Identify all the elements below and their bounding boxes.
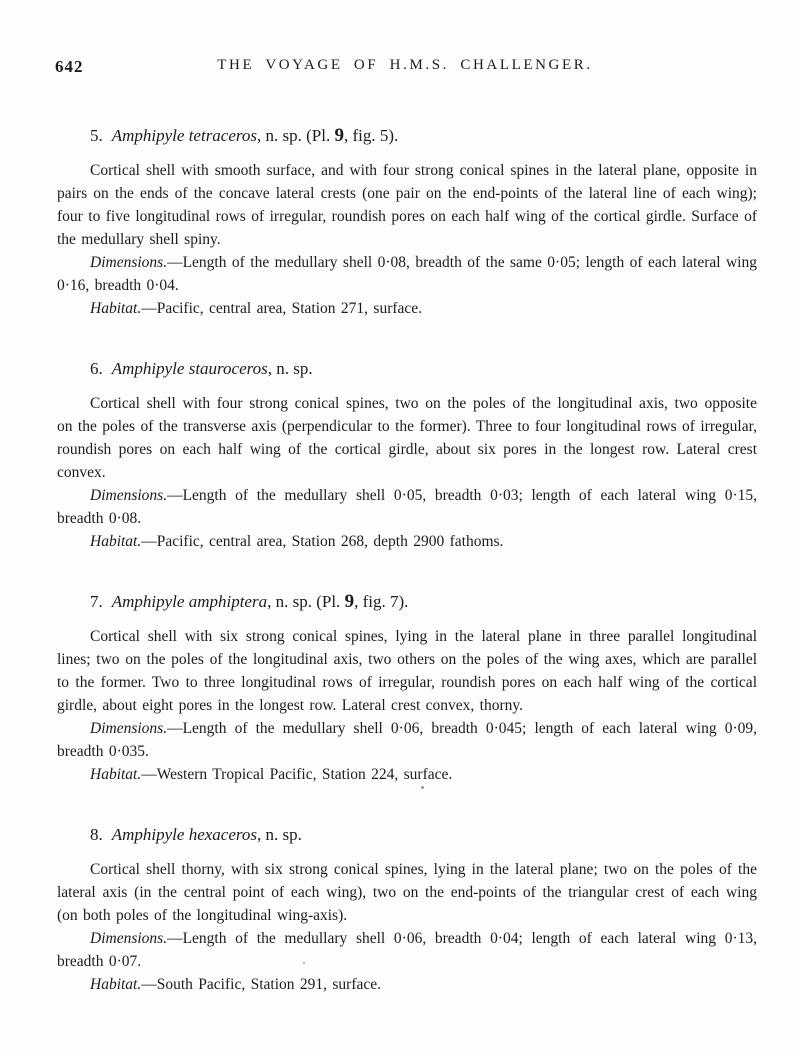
section-amphipyle-stauroceros	[57, 358, 757, 553]
scan-speck	[421, 786, 424, 789]
species-heading	[57, 358, 757, 380]
habitat-label: Habitat.	[90, 766, 142, 783]
dimensions-paragraph	[57, 717, 757, 763]
plate-number: 9	[334, 125, 344, 146]
species-number: 6.	[90, 359, 103, 378]
habitat-label: Habitat.	[90, 300, 142, 317]
species-name: Amphipyle hexaceros	[111, 825, 257, 844]
species-number: 8.	[90, 825, 103, 844]
habitat-label: Habitat.	[90, 976, 142, 993]
description-paragraph: Cortical shell with four strong conical spines, two on the poles of the longitudinal axis, two opposite on the poles of the transverse axis (perpendicular to the former). Three to four longitudinal rows of irregular, roundish pores on each half wing of the cortical girdle, about six pores in the longest row. Lateral crest convex.	[57, 395, 757, 481]
heading-tail: , fig. 5).	[343, 126, 399, 145]
dimensions-text: —Length of the medullary shell 0·05, breadth 0·03; length of each lateral wing 0·15, breadth 0·08.	[57, 487, 757, 527]
habitat-label: Habitat.	[90, 533, 142, 550]
dimensions-paragraph	[57, 251, 757, 297]
section-amphipyle-amphiptera	[57, 591, 757, 786]
habitat-paragraph	[57, 973, 757, 996]
description-paragraph: Cortical shell with six strong conical spines, lying in the lateral plane in three parallel longitudinal lines; two on the poles of the longitudinal axis, two others on the poles of the wing axes, which are parallel to the former. Two to three longitudinal rows of irregular, roundish pores on each half wing of the cortical girdle, about eight pores in the longest row. Lateral crest convex, thorny.	[57, 628, 757, 714]
dimensions-paragraph	[57, 927, 757, 973]
dimensions-label: Dimensions.	[90, 254, 168, 271]
section-amphipyle-hexaceros	[57, 824, 757, 996]
description-paragraph: Cortical shell thorny, with six strong conical spines, lying in the lateral plane; two on the poles of the lateral axis (in the central point of each wing), two on the end-points of the triangular crest of each wing (on both poles of the longitudinal wing-axis).	[57, 861, 757, 924]
species-number: 5.	[90, 126, 103, 145]
heading-suffix: , n. sp. (Pl.	[267, 592, 345, 611]
habitat-paragraph	[57, 297, 757, 320]
species-heading	[57, 824, 757, 846]
habitat-text: —Pacific, central area, Station 268, depth 2900 fathoms.	[141, 533, 504, 550]
dimensions-text: —Length of the medullary shell 0·08, breadth of the same 0·05; length of each lateral wing 0·16, breadth 0·04.	[57, 254, 757, 294]
species-name: Amphipyle stauroceros	[111, 359, 268, 378]
page-number: 642	[55, 57, 84, 76]
page-content	[57, 75, 757, 996]
species-name: Amphipyle amphiptera	[111, 592, 268, 611]
dimensions-label: Dimensions.	[90, 487, 168, 504]
dimensions-text: —Length of the medullary shell 0·06, breadth 0·045; length of each lateral wing 0·09, breadth 0·035.	[57, 720, 757, 760]
plate-number: 9	[344, 591, 355, 612]
habitat-text: —Western Tropical Pacific, Station 224, surface.	[141, 766, 453, 783]
species-heading	[57, 591, 757, 613]
habitat-paragraph	[57, 763, 757, 786]
description-paragraph: Cortical shell with smooth surface, and with four strong conical spines in the lateral plane, opposite in pairs on the ends of the concave lateral crests (one pair on the end-points of the lateral line of each wing); four to five longitudinal rows of irregular, roundish pores on each half wing of the cortical girdle. Surface of the medullary shell spiny.	[57, 162, 757, 248]
species-name: Amphipyle tetraceros	[111, 126, 257, 145]
dimensions-paragraph	[57, 484, 757, 530]
dimensions-label: Dimensions.	[90, 720, 168, 737]
species-number: 7.	[90, 592, 103, 611]
heading-suffix: , n. sp.	[267, 359, 313, 378]
habitat-paragraph	[57, 530, 757, 553]
habitat-text: —Pacific, central area, Station 271, surface.	[141, 300, 423, 317]
scan-speck	[303, 962, 305, 964]
dimensions-label: Dimensions.	[90, 930, 168, 947]
section-amphipyle-tetraceros	[57, 125, 757, 320]
heading-suffix: , n. sp. (Pl.	[257, 126, 335, 145]
habitat-text: —South Pacific, Station 291, surface.	[141, 976, 381, 993]
species-heading	[57, 125, 757, 147]
heading-tail: , fig. 7).	[354, 592, 409, 611]
running-title: THE VOYAGE OF H.M.S. CHALLENGER.	[217, 57, 593, 73]
dimensions-text: —Length of the medullary shell 0·06, breadth 0·04; length of each lateral wing 0·13, breadth 0·07.	[57, 930, 757, 970]
heading-suffix: , n. sp.	[256, 825, 302, 844]
